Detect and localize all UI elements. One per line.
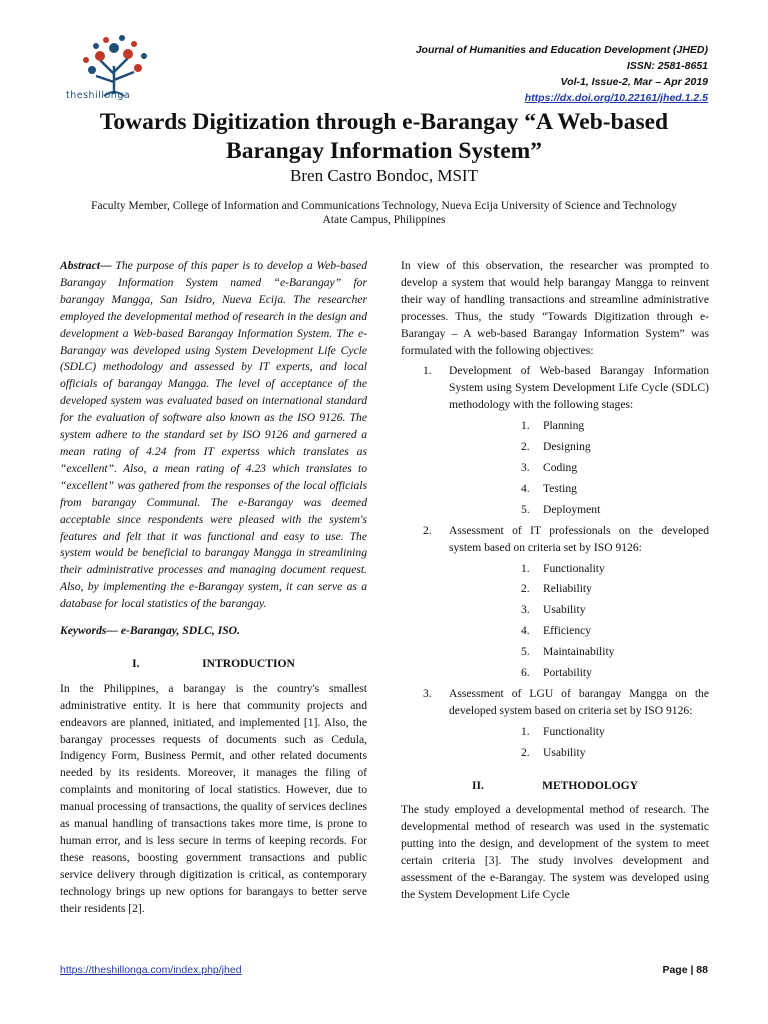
affiliation-line-2: Atate Campus, Philippines (322, 214, 446, 226)
right-column (401, 258, 709, 904)
list-number: 3. (423, 686, 432, 700)
journal-issn: ISSN: 2581-8651 (626, 60, 708, 72)
section-heading-introduction (60, 656, 367, 673)
list-number: 2. (521, 745, 530, 759)
abstract-lead: Abstract— (60, 259, 112, 272)
left-column (60, 258, 367, 918)
sublist-text: Reliability (543, 582, 592, 596)
list-number: 3. (521, 603, 530, 617)
journal-header (348, 42, 708, 106)
abstract-text: The purpose of this paper is to develop a Web-based Barangay Information System named “e-Barangay” for barangay Mangga, San Isidro, Nueva Ecija. The researcher employed the developmental method of research in the design and development a Web-based Barangay Information System. The e-Barangay was developed using System Development Life Cycle (SDLC) methodology and assessed by IT experts, and local officials of barangay Mangga. The level of acceptance of the developed system was evaluated based on international standard for the evaluation of software also known as the ISO 9126. The system adhere to the standard set by ISO 9126 and garnered a mean rating of 4.24 from IT expertss which translates as “excellent”. Also, a mean rating of 4.23 which translates to “excellent” was gathered from the responses of the local officials from barangay Communal. The e-Barangay was deemed acceptable since respondents were pleased with the system's features and felt that it was functional and easy to use. The system would be beneficial to barangay Mangga in streamlining their administrative processes and managing document request. Also, by implementing the e-Barangay system, it can serve as a database for local statistics of the barangay. (60, 259, 367, 611)
objectives-list (401, 363, 709, 761)
footer-url-link[interactable]: https://theshillonga.com/index.php/jhed (60, 964, 242, 976)
sublist-text: Portability (543, 666, 592, 680)
sublist-item (449, 481, 709, 498)
list-number: 2. (423, 523, 432, 537)
objective-sublist (449, 418, 709, 519)
objective-item (401, 523, 709, 682)
sublist-item (449, 439, 709, 456)
objective-text: Assessment of LGU of barangay Mangga on the developed system based on criteria set by ISO 9126: (449, 686, 709, 717)
list-number: 1. (521, 561, 530, 575)
sublist-item (449, 581, 709, 598)
sublist-text: Maintainability (543, 645, 615, 659)
section-heading-methodology (401, 778, 709, 795)
sublist-item (449, 561, 709, 578)
objective-item (401, 686, 709, 762)
sublist-text: Coding (543, 460, 578, 474)
list-number: 3. (521, 460, 530, 474)
sublist-text: Functionality (543, 561, 605, 575)
sublist-item (449, 644, 709, 661)
list-number: 1. (423, 364, 432, 378)
objective-text: Assessment of IT professionals on the developed system based on criteria set by ISO 9126: (449, 523, 709, 554)
sublist-item (449, 665, 709, 682)
sublist-item (449, 418, 709, 435)
sublist-text: Functionality (543, 724, 605, 738)
sublist-item (449, 602, 709, 619)
section-title: INTRODUCTION (202, 656, 295, 670)
sublist-text: Testing (543, 481, 577, 495)
paper-title (40, 108, 728, 166)
sublist-item (449, 460, 709, 477)
list-number: 1. (521, 419, 530, 433)
intro-continuation-paragraph: In view of this observation, the researcher was prompted to develop a system that would help barangay Mangga to reinvent their way of handling transactions and streamline administrative processes. Thus, the study “Towards Digitization through e-Barangay – A web-based Barangay Information System” was formulated with the following objectives: (401, 259, 709, 357)
logo-text: theshillonga (66, 90, 131, 101)
list-number: 6. (521, 666, 530, 680)
sublist-item (449, 502, 709, 519)
section-title: METHODOLOGY (542, 778, 638, 792)
objective-text: Development of Web-based Barangay Information System using System Development Life Cycle (SDLC) methodology with the following stages: (449, 364, 709, 412)
objective-sublist (449, 561, 709, 682)
sublist-item (449, 724, 709, 741)
tree-icon (83, 35, 147, 96)
sublist-text: Designing (543, 440, 591, 454)
journal-name: Journal of Humanities and Education Development (JHED) (415, 44, 708, 56)
objective-sublist (449, 724, 709, 762)
sublist-item (449, 623, 709, 640)
sublist-text: Efficiency (543, 624, 592, 638)
methodology-paragraph: The study employed a developmental method of research. The developmental method of research was used in the systematic putting into the design, and development of the system to meet certain criteria [3]. The study involves development and assessment of the e-Barangay. The system was developed using the System Development Life Cycle (401, 803, 709, 901)
list-number: 1. (521, 724, 530, 738)
section-number: I. (132, 656, 140, 670)
sublist-text: Usability (543, 603, 586, 617)
sublist-item (449, 745, 709, 762)
sublist-text: Deployment (543, 502, 601, 516)
affiliation-line-1: Faculty Member, College of Information and Communications Technology, Nueva Ecija University of Science and Technology (91, 200, 677, 212)
list-number: 4. (521, 624, 530, 638)
list-number: 5. (521, 502, 530, 516)
sublist-text: Planning (543, 419, 585, 433)
author-affiliation (90, 199, 678, 227)
section-number: II. (472, 778, 484, 792)
list-number: 2. (521, 582, 530, 596)
list-number: 2. (521, 440, 530, 454)
sublist-text: Usability (543, 745, 586, 759)
paper-author: Bren Castro Bondoc, MSIT (290, 166, 478, 185)
objective-item (401, 363, 709, 518)
abstract (60, 258, 367, 613)
title-line-2: Barangay Information System” (226, 138, 542, 164)
title-line-1: Towards Digitization through e-Barangay “A Web-based (99, 109, 669, 135)
list-number: 5. (521, 645, 530, 659)
page-footer (60, 964, 708, 976)
journal-volume: Vol-1, Issue-2, Mar – Apr 2019 (560, 76, 708, 88)
list-number: 4. (521, 481, 530, 495)
doi-link[interactable]: https://dx.doi.org/10.22161/jhed.1.2.5 (524, 92, 708, 104)
keywords: Keywords— e-Barangay, SDLC, ISO. (60, 624, 240, 638)
introduction-paragraph: In the Philippines, a barangay is the country's smallest administrative entity. It is here that community projects and endeavors are planned, initiated, and implemented [1]. Also, the barangay processes requests of documents such as Cedula, Indigency Form, Business Permit, and other related documents needed by its residents. Moreover, it manages the filing of complaints and monitoring of local statistics. However, due to manual processing of transactions, the quality of services declines as manual handling of transactions takes more time, is prone to human error, and is less secure in terms of keeping records. For these reasons, boosting government transactions and public service delivery through digitization is critical, as contemporary technology brings up new options for barangays to better serve their residents [2]. (60, 681, 367, 915)
page-number: Page | 88 (662, 964, 708, 976)
